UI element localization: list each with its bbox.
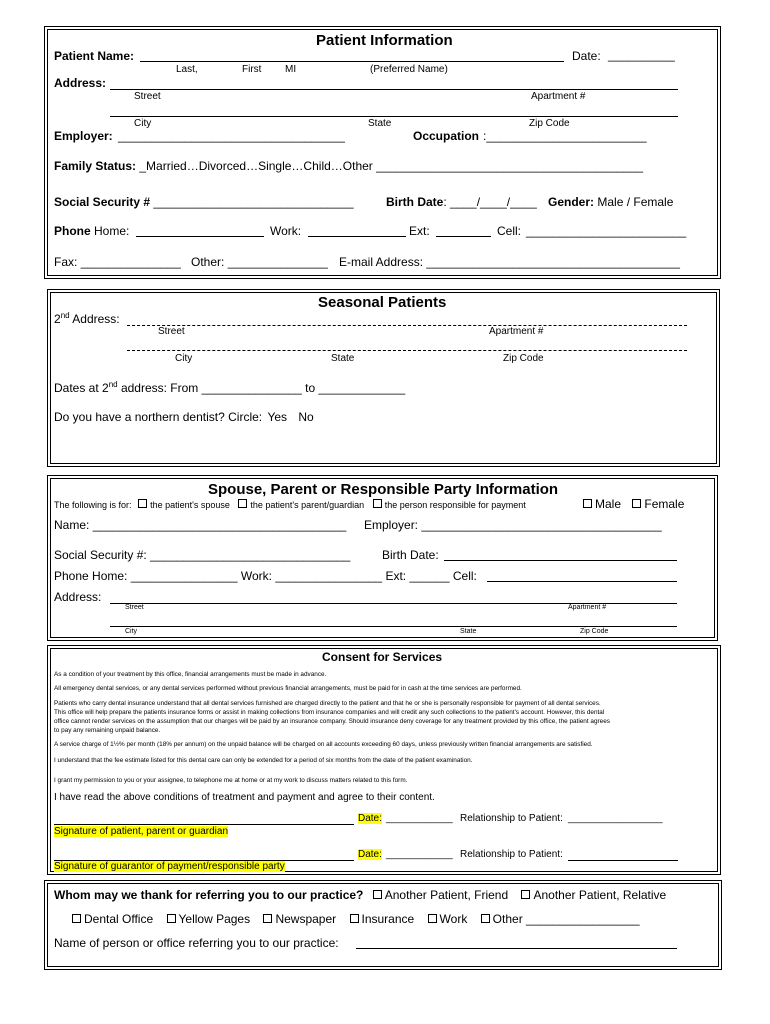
ssn-field[interactable]: ______________________________ (153, 195, 354, 209)
spouse-gender-row (583, 497, 684, 511)
address-city-field[interactable] (110, 116, 678, 117)
fax-field[interactable]: _______________ (80, 255, 181, 269)
dates-label: Dates at 2nd address: From (54, 380, 199, 395)
address-street-field[interactable] (110, 89, 678, 90)
gender-label: Gender: (548, 195, 595, 209)
gender-row (548, 195, 673, 209)
seasonal-section (50, 292, 717, 464)
newspaper-label: Newspaper (275, 912, 337, 926)
consent-paragraph-3c: office cannot render services on the assumption that our charges will be paid by an insurance company. Should insurance deny coverage for any treatment provided by this office, the patient agrees (54, 718, 610, 725)
spouse-address-city-field[interactable] (110, 626, 677, 627)
spouse-cell-field[interactable] (487, 581, 677, 582)
other-field[interactable]: _______________ (227, 255, 328, 269)
spouse-address-label: Address: (54, 590, 102, 604)
email-label: E-mail Address: (339, 255, 424, 269)
seasonal-dates-row (54, 380, 405, 395)
sub-first: First (242, 64, 262, 75)
email-row (339, 255, 680, 269)
birth-date-field[interactable]: : ____/____/____ (443, 195, 537, 209)
other-referral-field[interactable]: _________________ (526, 912, 640, 926)
responsible-option-label: the person responsible for payment (384, 500, 526, 510)
phone-label: Phone (54, 224, 91, 238)
spouse-sub-apartment: Apartment # (568, 604, 607, 611)
yellow-pages-checkbox[interactable] (167, 914, 176, 923)
northern-dentist-row (54, 410, 314, 424)
sub-state: State (368, 118, 392, 129)
patient-name-field[interactable] (140, 61, 564, 62)
seasonal-sub-zip: Zip Code (503, 353, 544, 364)
northern-dentist-yes[interactable]: Yes (267, 410, 288, 424)
female-checkbox[interactable] (632, 499, 641, 508)
spouse-name-row (54, 518, 346, 532)
ext-field[interactable] (436, 236, 491, 237)
following-for-label: The following is for: (54, 500, 132, 510)
newspaper-checkbox[interactable] (263, 914, 272, 923)
consent-paragraph-2: All emergency dental services, or any dental services performed without previous financial arrangements, must be paid for in cash at the time services are performed. (54, 685, 522, 692)
consent-paragraph-7: I have read the above conditions of treatment and payment and agree to their content. (54, 792, 435, 803)
work-field[interactable] (308, 236, 406, 237)
male-checkbox[interactable] (583, 499, 592, 508)
employer-field[interactable]: __________________________________ (118, 129, 345, 143)
spouse-name-label: Name: (54, 518, 90, 532)
consent-paragraph-1: As a condition of your treatment by this office, financial arrangements must be made in advance. (54, 671, 327, 678)
signature-1-field[interactable] (54, 824, 354, 825)
address-label: Address: (54, 76, 107, 90)
cell-field[interactable]: ________________________ (526, 224, 687, 238)
patient-name-label: Patient Name: (54, 49, 135, 63)
spouse-sub-city: City (125, 628, 138, 635)
referrer-name-label: Name of person or office referring you to our practice: (54, 936, 339, 950)
gender-options[interactable]: Male / Female (597, 195, 674, 209)
yellow-pages-label: Yellow Pages (178, 912, 251, 926)
spouse-name-field[interactable]: ______________________________________ (92, 518, 347, 532)
seasonal-sub-city: City (175, 353, 193, 364)
patient-info-title: Patient Information (316, 32, 453, 49)
responsible-party-title: Spouse, Parent or Responsible Party Information (208, 481, 559, 498)
consent-paragraph-6: I grant my permission to you or your assignee, to telephone me at home or at my work to discuss matters related to this form. (54, 777, 408, 784)
occupation-label: Occupation (413, 129, 480, 143)
spouse-ext-field[interactable]: ______ (409, 569, 450, 583)
referral-options-row (72, 912, 640, 926)
spouse-phone-row (54, 569, 477, 583)
insurance-checkbox[interactable] (350, 914, 359, 923)
signature-1-date-label: Date: (358, 813, 382, 824)
second-address-label: 2nd Address: (54, 311, 120, 326)
spouse-ssn-row (54, 548, 350, 562)
birth-date-row (386, 195, 537, 209)
spouse-employer-label: Employer: (364, 518, 419, 532)
second-address-street-field[interactable] (127, 325, 687, 326)
another-patient-friend-label: Another Patient, Friend (384, 888, 509, 902)
signature-1-date-field[interactable]: ____________ (386, 813, 453, 824)
consent-paragraph-4: A service charge of 1½% per month (18% per annum) on the unpaid balance will be charged on all accounts exceeding 60 days, unless previously written financial arrangements are satisfied. (54, 741, 593, 748)
referral-question: Whom may we thank for referring you to our practice? (54, 888, 364, 902)
insurance-label: Insurance (361, 912, 415, 926)
sub-street: Street (134, 91, 161, 102)
signature-2-caption: Signature of guarantor of payment/responsible party (54, 861, 285, 872)
family-status-field[interactable]: ________________________________________ (376, 159, 644, 173)
consent-paragraph-3a: Patients who carry dental insurance understand that all dental services furnished are charged directly to the patient and that he or she is personally responsible for payment of all dental services. (54, 700, 601, 707)
northern-dentist-no[interactable]: No (298, 410, 314, 424)
spouse-work-field[interactable]: ________________ (275, 569, 383, 583)
email-field[interactable]: ______________________________________ (426, 255, 680, 269)
female-label: Female (644, 497, 685, 511)
sub-city: City (134, 118, 152, 129)
other-referral-label: Other (492, 912, 523, 926)
other-phone-row (191, 255, 328, 269)
signature-2-relationship-field[interactable] (568, 860, 678, 861)
another-patient-relative-label: Another Patient, Relative (533, 888, 667, 902)
work-checkbox[interactable] (428, 914, 437, 923)
signature-2-relationship-label: Relationship to Patient: (460, 849, 563, 860)
consent-paragraph-3b: This office will help prepare the patients insurance forms or assist in making collections from insurance companies and will credit any such collections to the patient's account. However, this dental (54, 709, 605, 716)
spouse-phone-home-field[interactable]: ________________ (130, 569, 238, 583)
seasonal-sub-street: Street (158, 326, 185, 337)
date-label: Date: (572, 49, 601, 63)
spouse-sub-state: State (460, 628, 477, 635)
spouse-birth-date-field[interactable] (444, 560, 677, 561)
phone-row (54, 224, 129, 238)
spouse-birth-date-label: Birth Date: (382, 548, 439, 562)
consent-paragraph-3d: to pay any remaining unpaid balance. (54, 727, 161, 734)
ext-label: Ext: (409, 224, 430, 238)
parent-checkbox[interactable] (238, 499, 247, 508)
ssn-row (54, 195, 354, 209)
signature-1-relationship-field[interactable]: _________________ (568, 813, 663, 824)
responsible-checkbox[interactable] (373, 499, 382, 508)
another-patient-friend-checkbox[interactable] (373, 890, 382, 899)
spouse-ssn-label: Social Security #: (54, 548, 147, 562)
from-date-field[interactable]: _______________ (201, 381, 302, 395)
ssn-label: Social Security # (54, 195, 151, 209)
signature-2-date-field[interactable]: ____________ (386, 849, 453, 860)
spouse-ssn-field[interactable]: ______________________________ (150, 548, 351, 562)
work-referral-label: Work (439, 912, 468, 926)
second-address-city-field[interactable] (127, 350, 687, 351)
date-field[interactable]: __________ (608, 48, 675, 62)
signature-1-caption: Signature of patient, parent or guardian (54, 826, 229, 837)
seasonal-sub-apartment: Apartment # (489, 326, 544, 337)
home-label: Home: (94, 224, 130, 238)
fax-row (54, 255, 181, 269)
to-label: to (305, 381, 316, 395)
spouse-sub-zip: Zip Code (580, 628, 609, 635)
parent-option-label: the patient's parent/guardian (250, 500, 365, 510)
to-date-field[interactable]: _____________ (318, 381, 406, 395)
spouse-work-label: Work: (240, 569, 272, 583)
sub-apartment: Apartment # (531, 91, 586, 102)
sub-zip: Zip Code (529, 118, 570, 129)
consent-paragraph-5: I understand that the fee estimate listed for this dental care can only be extended for a period of six months from the date of the patient examination. (54, 757, 473, 764)
spouse-employer-row (364, 518, 662, 532)
referral-question-row (54, 888, 666, 902)
phone-home-field[interactable] (136, 236, 264, 237)
cell-label: Cell: (497, 224, 522, 238)
following-for-row (54, 499, 526, 510)
sub-mi: MI (285, 64, 297, 75)
consent-title: Consent for Services (322, 650, 443, 664)
occupation-field[interactable]: :________________________ (483, 129, 647, 143)
employer-label: Employer: (54, 129, 113, 143)
another-patient-relative-checkbox[interactable] (521, 890, 530, 899)
referrer-name-field[interactable] (356, 948, 677, 949)
sub-preferred: (Preferred Name) (370, 64, 448, 75)
seasonal-sub-state: State (331, 353, 355, 364)
male-label: Male (595, 497, 622, 511)
northern-dentist-question: Do you have a northern dentist? Circle: (54, 410, 263, 424)
spouse-cell-label: Cell: (452, 569, 477, 583)
signature-1-relationship-label: Relationship to Patient: (460, 813, 563, 824)
seasonal-title: Seasonal Patients (318, 294, 447, 311)
signature-2-date-label: Date: (358, 849, 382, 860)
birth-date-label: Birth Date (386, 195, 444, 209)
dental-office-label: Dental Office (84, 912, 154, 926)
sub-last: Last, (176, 64, 198, 75)
spouse-ext-label: Ext: (385, 569, 407, 583)
work-label: Work: (270, 224, 302, 238)
other-checkbox[interactable] (481, 914, 490, 923)
fax-label: Fax: (54, 255, 78, 269)
other-label: Other: (191, 255, 225, 269)
family-status-label: Family Status: (54, 159, 137, 173)
spouse-checkbox[interactable] (138, 499, 147, 508)
family-status-options[interactable]: _Married…Divorced…Single…Child…Other (139, 159, 373, 173)
spouse-phone-home-label: Phone Home: (54, 569, 128, 583)
spouse-employer-field[interactable]: ____________________________________ (421, 518, 662, 532)
family-status-row (54, 159, 643, 173)
spouse-option-label: the patient's spouse (150, 500, 230, 510)
dental-office-checkbox[interactable] (72, 914, 81, 923)
spouse-sub-street: Street (125, 604, 144, 611)
